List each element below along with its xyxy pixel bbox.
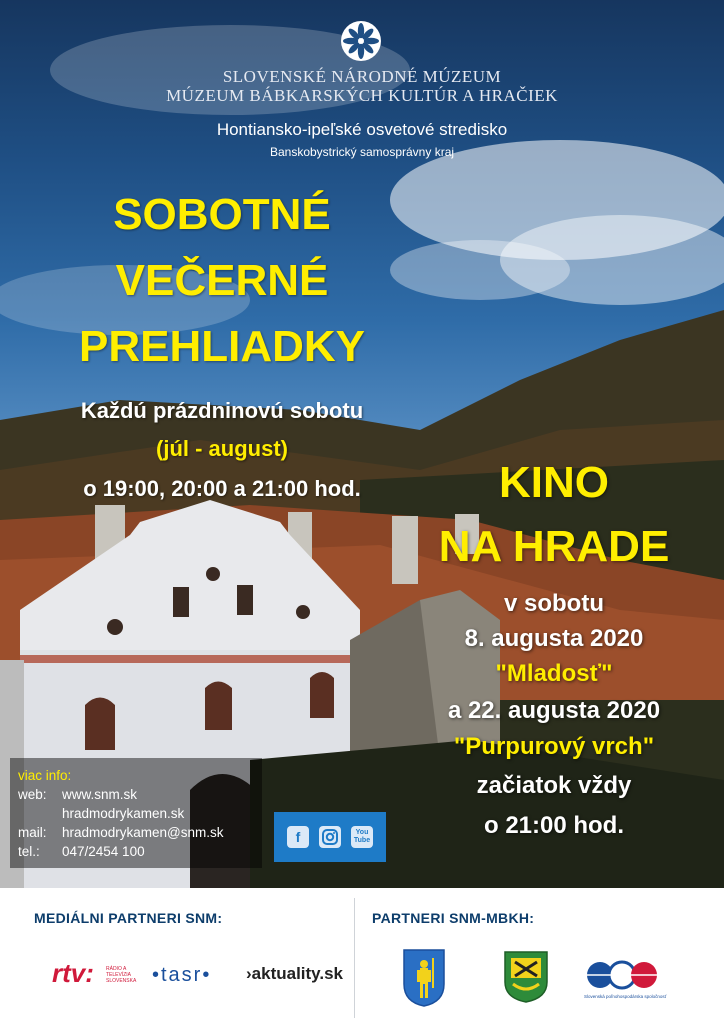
- kino-start-line2: o 21:00 hod.: [483, 812, 625, 839]
- instagram-icon[interactable]: [319, 826, 341, 848]
- facebook-glyph: f: [295, 829, 301, 845]
- schedule-months: (júl - august): [156, 436, 288, 461]
- museum-name-line1: SLOVENSKÉ NÁRODNÉ MÚZEUM: [222, 67, 502, 86]
- youtube-icon[interactable]: [351, 826, 373, 848]
- kino-film2: "Purpurový vrch": [453, 733, 655, 760]
- title-line3: PREHLIADKY: [78, 322, 366, 371]
- schedule-times: o 19:00, 20:00 a 21:00 hod.: [83, 476, 361, 501]
- facebook-icon[interactable]: [287, 826, 309, 848]
- web-link-snm[interactable]: www.snm.sk: [62, 787, 138, 802]
- social-media-box: [274, 812, 386, 862]
- town-crest-mining-icon: [503, 950, 549, 1004]
- partner-association-logo-icon: [580, 960, 664, 990]
- title-line1: SOBOTNÉ: [113, 190, 331, 239]
- organizer-name: Hontiansko-ipeľské osvetové stredisko: [216, 120, 508, 139]
- town-crest-knight-icon: [402, 948, 446, 1008]
- tasr-logo: •tasr•: [152, 964, 212, 986]
- email-link[interactable]: hradmodrykamen@snm.sk: [62, 825, 224, 840]
- camera-icon: [322, 829, 338, 845]
- kino-date1: 8. augusta 2020: [464, 625, 644, 652]
- rtvs-logo-subtitle: RÁDIO A TELEVÍZIA SLOVENSKA: [106, 966, 137, 984]
- kino-film1: "Mladosť": [495, 660, 613, 687]
- media-partners-title: MEDIÁLNI PARTNERI SNM:: [34, 910, 223, 926]
- schedule-line1: Každú prázdninovú sobotu: [80, 398, 364, 423]
- kino-title-line1: KINO: [499, 458, 609, 507]
- footer-divider: [354, 898, 355, 1018]
- title-line2: VEČERNÉ: [115, 256, 329, 305]
- kino-start-line1: začiatok vždy: [476, 772, 632, 799]
- museum-name-line2: MÚZEUM BÁBKARSKÝCH KULTÚR A HRAČIEK: [166, 86, 558, 105]
- contact-info: [18, 766, 254, 861]
- tel-label: tel.:: [18, 844, 40, 859]
- aktuality-logo: ›aktuality.sk: [246, 964, 344, 983]
- youtube-text: You Tube: [353, 829, 371, 844]
- mail-label: mail:: [18, 825, 47, 840]
- contact-heading: viac info:: [18, 768, 72, 783]
- kino-title-line2: NA HRADE: [438, 522, 670, 571]
- web-label: web:: [18, 787, 47, 802]
- partner-association-caption: Slovenská poľnohospodárska spoločnosť: [584, 994, 667, 999]
- phone-number: 047/2454 100: [62, 844, 145, 859]
- rtvs-logo: rtv:: [52, 958, 94, 988]
- footer: [0, 888, 724, 1024]
- kino-when: v sobotu: [504, 590, 604, 617]
- snm-flower-logo-icon: [340, 20, 382, 62]
- region-name: Banskobystrický samosprávny kraj: [269, 145, 455, 159]
- kino-date2: a 22. augusta 2020: [447, 697, 661, 724]
- web-link-hrad[interactable]: hradmodrykamen.sk: [62, 806, 185, 821]
- partners-title: PARTNERI SNM-MBKH:: [372, 910, 535, 926]
